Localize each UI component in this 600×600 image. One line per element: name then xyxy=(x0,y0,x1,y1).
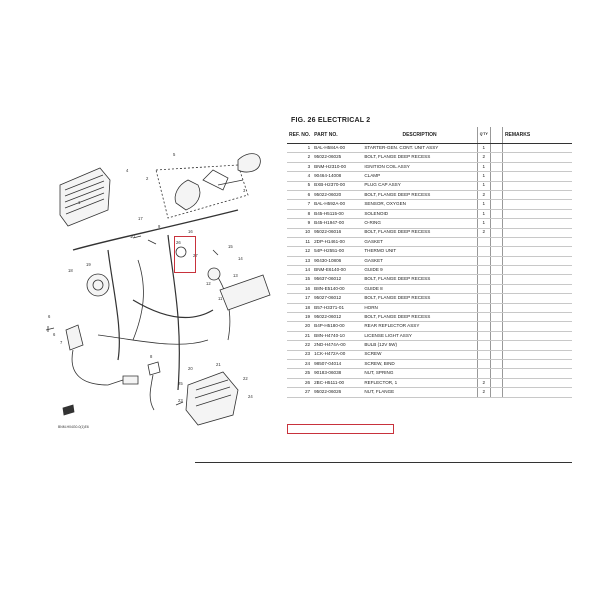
diagram-callout: 6 xyxy=(48,314,51,319)
remarks-cell xyxy=(502,200,572,209)
remarks-cell xyxy=(502,219,572,228)
table-row xyxy=(287,219,572,228)
remarks-cell xyxy=(502,369,572,378)
remarks-cell xyxy=(502,294,572,303)
table-row xyxy=(287,237,572,246)
table-bottom-rule xyxy=(195,462,572,463)
table-row xyxy=(287,228,572,237)
spacer-cell xyxy=(490,219,502,228)
table-row xyxy=(287,284,572,293)
remarks-cell xyxy=(502,266,572,275)
ref-no-cell: 16 xyxy=(287,284,312,293)
diagram-callout: 22 xyxy=(243,376,248,381)
description-cell: O-RING xyxy=(362,219,477,228)
part-no-cell: 95027-06012 xyxy=(312,294,362,303)
description-cell: SCREW, BIND xyxy=(362,359,477,368)
qty-cell: 2 xyxy=(477,190,490,199)
remarks-cell xyxy=(502,144,572,153)
diagram-code: BNM-H04G0-0(1)E6 xyxy=(58,425,89,429)
remarks-cell xyxy=(502,284,572,293)
diagram-callout: 27 xyxy=(193,253,198,258)
ref-no-cell: 27 xyxy=(287,388,312,397)
qty-cell: 1 xyxy=(477,172,490,181)
qty-cell xyxy=(477,350,490,359)
part-no-cell: BNM-H2310-00 xyxy=(312,162,362,171)
spacer-cell xyxy=(490,341,502,350)
ref-no-cell: 7 xyxy=(287,200,312,209)
part-no-cell: B45-H1947-00 xyxy=(312,219,362,228)
diagram-callout: 23 xyxy=(178,398,183,403)
spacer-cell xyxy=(490,153,502,162)
ref-no-cell: 12 xyxy=(287,247,312,256)
description-cell: BOLT, FLANGE DEEP RECESS xyxy=(362,228,477,237)
part-no-cell: 1CK-H472A-00 xyxy=(312,350,362,359)
qty-cell: 2 xyxy=(477,388,490,397)
diagram-callout: 16 xyxy=(188,229,193,234)
qty-cell xyxy=(477,256,490,265)
qty-cell: 1 xyxy=(477,200,490,209)
qty-cell: 2 xyxy=(477,378,490,387)
header-qty: Q'TY xyxy=(477,127,490,144)
spacer-cell xyxy=(490,162,502,171)
remarks-cell xyxy=(502,359,572,368)
diagram-callout: 14 xyxy=(238,256,243,261)
spacer-cell xyxy=(490,294,502,303)
spacer-cell xyxy=(490,331,502,340)
part-no-cell: 95022-06012 xyxy=(312,313,362,322)
ref-no-cell: 19 xyxy=(287,313,312,322)
row-highlight-box xyxy=(287,424,394,434)
table-row xyxy=(287,303,572,312)
part-no-cell: 2DP-H1461-00 xyxy=(312,237,362,246)
qty-cell xyxy=(477,266,490,275)
table-row xyxy=(287,331,572,340)
diagram-callout: 13 xyxy=(233,273,238,278)
remarks-cell xyxy=(502,378,572,387)
spacer-cell xyxy=(490,172,502,181)
header-description: DESCRIPTION xyxy=(362,127,477,144)
ref-no-cell: 9 xyxy=(287,219,312,228)
part-no-cell: BXB-H2370-00 xyxy=(312,181,362,190)
diagram-callout: 17 xyxy=(138,216,143,221)
qty-cell xyxy=(477,284,490,293)
header-part-no: PART NO. xyxy=(312,127,362,144)
ref-no-cell: 3 xyxy=(287,162,312,171)
spacer-cell xyxy=(490,284,502,293)
ref-no-cell: 10 xyxy=(287,228,312,237)
spacer-cell xyxy=(490,144,502,153)
description-cell: BOLT, FLANGE DEEP RECESS xyxy=(362,190,477,199)
spacer-cell xyxy=(490,359,502,368)
remarks-cell xyxy=(502,237,572,246)
part-no-cell: 90464-14008 xyxy=(312,172,362,181)
part-no-cell: 2BC-H5111-00 xyxy=(312,378,362,387)
remarks-cell xyxy=(502,322,572,331)
diagram-callout: 26 xyxy=(176,240,181,245)
diagram-highlight-box xyxy=(174,236,196,273)
remarks-cell xyxy=(502,275,572,284)
qty-cell xyxy=(477,331,490,340)
part-no-cell: 90430-10806 xyxy=(312,256,362,265)
remarks-cell xyxy=(502,181,572,190)
table-row xyxy=(287,369,572,378)
part-no-cell: B4P-H5180-00 xyxy=(312,322,362,331)
part-no-cell: BAL-H584A-00 xyxy=(312,144,362,153)
qty-cell xyxy=(477,341,490,350)
spacer-cell xyxy=(490,303,502,312)
parts-table xyxy=(287,127,572,398)
spacer-cell xyxy=(490,369,502,378)
ignition-coil xyxy=(156,154,260,218)
ref-no-cell: 20 xyxy=(287,322,312,331)
ref-no-cell: 23 xyxy=(287,350,312,359)
spacer-cell xyxy=(490,322,502,331)
sensor xyxy=(148,362,160,410)
header-spacer xyxy=(490,127,502,144)
diagram-callout: 25 xyxy=(178,381,183,386)
part-no-cell: 95637-06012 xyxy=(312,275,362,284)
part-no-cell: 95022-06026 xyxy=(312,388,362,397)
spacer-cell xyxy=(490,275,502,284)
description-cell: NUT, FLANGE xyxy=(362,388,477,397)
part-no-cell: 90183-06038 xyxy=(312,369,362,378)
spacer-cell xyxy=(490,266,502,275)
table-row xyxy=(287,209,572,218)
spacer-cell xyxy=(490,313,502,322)
oxygen-sensor xyxy=(66,325,138,385)
part-no-cell: 98507-04014 xyxy=(312,359,362,368)
table-row xyxy=(287,144,572,153)
diagram-callout: 4 xyxy=(126,168,129,173)
header-remarks: REMARKS xyxy=(502,127,572,144)
diagram-callout: 19 xyxy=(86,262,91,267)
ref-no-cell: 4 xyxy=(287,172,312,181)
qty-cell xyxy=(477,294,490,303)
header-ref-no: REF. NO. xyxy=(287,127,312,144)
table-row xyxy=(287,378,572,387)
diagram-callout: 2 xyxy=(146,176,149,181)
diagram-callout: 12 xyxy=(206,281,211,286)
spacer-cell xyxy=(490,237,502,246)
description-cell: BOLT, FLANGE DEEP RECESS xyxy=(362,153,477,162)
remarks-cell xyxy=(502,350,572,359)
qty-cell: 2 xyxy=(477,228,490,237)
qty-cell: 2 xyxy=(477,153,490,162)
table-row xyxy=(287,256,572,265)
horn xyxy=(87,274,109,296)
part-no-cell: 54P-H2551-00 xyxy=(312,247,362,256)
table-row xyxy=(287,247,572,256)
table-row xyxy=(287,322,572,331)
qty-cell xyxy=(477,247,490,256)
table-row xyxy=(287,162,572,171)
remarks-cell xyxy=(502,162,572,171)
remarks-cell xyxy=(502,228,572,237)
ref-no-cell: 24 xyxy=(287,359,312,368)
ref-no-cell: 13 xyxy=(287,256,312,265)
qty-cell xyxy=(477,369,490,378)
qty-cell xyxy=(477,237,490,246)
qty-cell: 1 xyxy=(477,219,490,228)
qty-cell: 1 xyxy=(477,162,490,171)
description-cell: GUIDE 9 xyxy=(362,266,477,275)
remarks-cell xyxy=(502,341,572,350)
ref-no-cell: 1 xyxy=(287,144,312,153)
spacer-cell xyxy=(490,378,502,387)
description-cell: GASKET xyxy=(362,237,477,246)
ref-no-cell: 5 xyxy=(287,181,312,190)
table-row xyxy=(287,266,572,275)
qty-cell xyxy=(477,359,490,368)
ref-no-cell: 17 xyxy=(287,294,312,303)
remarks-cell xyxy=(502,331,572,340)
remarks-cell xyxy=(502,172,572,181)
part-no-cell: B45-H5115-00 xyxy=(312,209,362,218)
remarks-cell xyxy=(502,313,572,322)
description-cell: GASKET xyxy=(362,256,477,265)
part-no-cell: 2ND-H474A-00 xyxy=(312,341,362,350)
ref-no-cell: 11 xyxy=(287,237,312,246)
remarks-cell xyxy=(502,209,572,218)
description-cell: CLAMP xyxy=(362,172,477,181)
ref-no-cell: 21 xyxy=(287,331,312,340)
spacer-cell xyxy=(490,228,502,237)
qty-cell xyxy=(477,275,490,284)
exploded-parts-diagram xyxy=(38,140,273,465)
diagram-callout: 10 xyxy=(130,234,135,239)
diagram-callout: 20 xyxy=(188,366,193,371)
diagram-callout: 7 xyxy=(60,340,63,345)
qty-cell: 1 xyxy=(477,144,490,153)
part-no-cell: BNM-E6140-00 xyxy=(312,266,362,275)
qty-cell xyxy=(477,322,490,331)
diagram-callout: 15 xyxy=(228,244,233,249)
remarks-cell xyxy=(502,303,572,312)
table-row xyxy=(287,181,572,190)
part-no-cell: B57-H3371-01 xyxy=(312,303,362,312)
diagram-callout: 18 xyxy=(68,268,73,273)
table-row xyxy=(287,294,572,303)
part-no-cell: B8N-H4740-10 xyxy=(312,331,362,340)
ref-no-cell: 14 xyxy=(287,266,312,275)
spacer-cell xyxy=(490,190,502,199)
description-cell: IGNITION COIL ASSY xyxy=(362,162,477,171)
part-no-cell: 95022-06025 xyxy=(312,153,362,162)
description-cell: GUIDE 8 xyxy=(362,284,477,293)
description-cell: STARTER-GEN. CONT. UNIT ASSY xyxy=(362,144,477,153)
diagram-callout: 24 xyxy=(248,394,253,399)
ref-no-cell: 6 xyxy=(287,190,312,199)
table-row xyxy=(287,359,572,368)
description-cell: HORN xyxy=(362,303,477,312)
spacer-cell xyxy=(490,200,502,209)
description-cell: PLUG CAP ASSY xyxy=(362,181,477,190)
description-cell: BOLT, FLANGE DEEP RECESS xyxy=(362,275,477,284)
table-header-row xyxy=(287,127,572,144)
table-row xyxy=(287,313,572,322)
description-cell: SENSOR, OXYGEN xyxy=(362,200,477,209)
table-row xyxy=(287,341,572,350)
description-cell: REFLECTOR, 1 xyxy=(362,378,477,387)
table-row xyxy=(287,153,572,162)
table-row xyxy=(287,200,572,209)
spacer-cell xyxy=(490,350,502,359)
part-no-cell: BAL-H592A-00 xyxy=(312,200,362,209)
spacer-cell xyxy=(490,388,502,397)
diagram-callout: 9 xyxy=(158,224,161,229)
description-cell: NUT, SPRING xyxy=(362,369,477,378)
description-cell: BULB (12V 5W) xyxy=(362,341,477,350)
diagram-callout: 8 xyxy=(150,354,153,359)
table-row xyxy=(287,350,572,359)
ref-no-cell: 8 xyxy=(287,209,312,218)
qty-cell: 1 xyxy=(477,181,490,190)
description-cell: BOLT, FLANGE DEEP RECESS xyxy=(362,313,477,322)
spacer-cell xyxy=(490,181,502,190)
table-row xyxy=(287,172,572,181)
remarks-cell xyxy=(502,247,572,256)
remarks-cell xyxy=(502,388,572,397)
part-no-cell: 95022-06020 xyxy=(312,190,362,199)
diagram-callout: 11 xyxy=(218,296,223,301)
figure-title: FIG. 26 ELECTRICAL 2 xyxy=(291,117,371,124)
remarks-cell xyxy=(502,190,572,199)
table-row xyxy=(287,190,572,199)
qty-cell xyxy=(477,303,490,312)
description-cell: SOLENOID xyxy=(362,209,477,218)
qty-cell xyxy=(477,313,490,322)
front-arrow-icon xyxy=(63,405,74,415)
qty-cell: 1 xyxy=(477,209,490,218)
ref-no-cell: 18 xyxy=(287,303,312,312)
table-row xyxy=(287,388,572,397)
part-no-cell: 95022-06016 xyxy=(312,228,362,237)
ref-no-cell: 22 xyxy=(287,341,312,350)
description-cell: REAR REFLECTOR ASSY xyxy=(362,322,477,331)
starter-relay xyxy=(186,372,238,425)
description-cell: THERMO UNIT xyxy=(362,247,477,256)
spacer-cell xyxy=(490,247,502,256)
part-no-cell: B8N-E5140-00 xyxy=(312,284,362,293)
diagram-callout: 6 xyxy=(53,332,56,337)
ref-no-cell: 2 xyxy=(287,153,312,162)
remarks-cell xyxy=(502,153,572,162)
table-row xyxy=(287,275,572,284)
description-cell: SCREW xyxy=(362,350,477,359)
description-cell: LICENSE LIGHT ASSY xyxy=(362,331,477,340)
parts-table-body xyxy=(287,144,572,398)
description-cell: BOLT, FLANGE DEEP RECESS xyxy=(362,294,477,303)
spacer-cell xyxy=(490,256,502,265)
ref-no-cell: 25 xyxy=(287,369,312,378)
ref-no-cell: 26 xyxy=(287,378,312,387)
diagram-callout: 3 xyxy=(243,188,246,193)
diagram-callout: 5 xyxy=(173,152,176,157)
diagram-callout: 21 xyxy=(216,362,221,367)
ref-no-cell: 15 xyxy=(287,275,312,284)
remarks-cell xyxy=(502,256,572,265)
spacer-cell xyxy=(490,209,502,218)
diagram-callout: 1 xyxy=(78,200,81,205)
starter-gen-control-unit xyxy=(60,168,110,226)
